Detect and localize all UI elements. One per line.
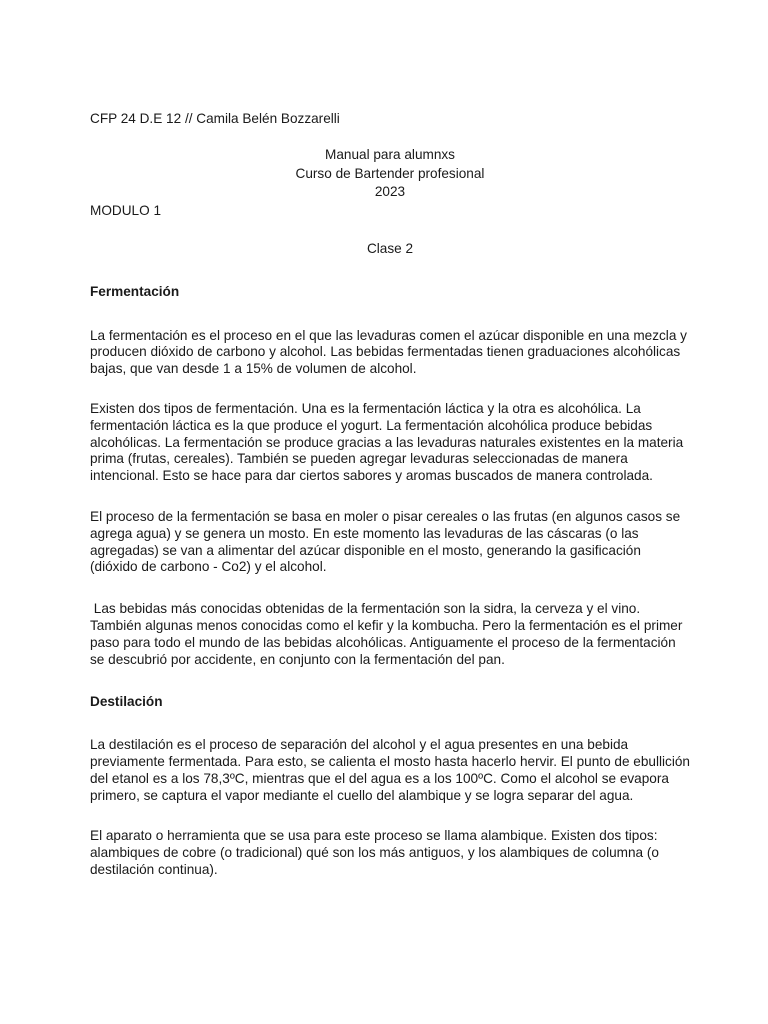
paragraph: La fermentación es el proceso en el que las levaduras comen el azúcar disponible en una mezcla y producen dióxido de carbono y alcohol. Las bebidas fermentadas tienen graduaciones alcohólicas bajas, que van desde 1 a 15% de volumen de alcohol. xyxy=(90,327,687,377)
document-body xyxy=(90,111,690,902)
paragraph: Existen dos tipos de fermentación. Una es la fermentación láctica y la otra es alcohólica. La fermentación láctica es la que produce el yogurt. La fermentación alcohólica produce bebidas alcohólicas. La fermentación se produce gracias a las levaduras naturales existentes en la materia prima (frutas, cereales). También se pueden agregar levaduras seleccionadas de manera intencional. Esto se hace para dar ciertos sabores y aromas buscados de manera controlada. xyxy=(90,400,684,484)
paragraph: El aparato o herramienta que se usa para este proceso se llama alambique. Existen dos tipos: alambiques de cobre (o tradicional) qué son los más antiguos, y los alambiques de columna (o destilación continua). xyxy=(90,828,659,877)
author-line: CFP 24 D.E 12 // Camila Belén Bozzarelli xyxy=(90,111,340,126)
clase-label: Clase 2 xyxy=(366,240,414,256)
year-label: 2023 xyxy=(374,184,406,200)
module-label: MODULO 1 xyxy=(90,203,162,219)
paragraph: Las bebidas más conocidas obtenidas de la fermentación son la sidra, la cerveza y el vino. También algunas menos conocidas como el kefir y la kombucha. Pero la fermentación es el primer paso para todo el mundo de las bebidas alcohólicas. Antiguamente el proceso de la fermentación se descubrió por accidente, en conjunto con la fermentación del pan. xyxy=(90,601,687,667)
section-fermentacion xyxy=(90,284,690,669)
paragraph: La destilación es el proceso de separación del alcohol y el agua presentes en una bebida previamente fermentada. Para esto, se calienta el mosto hasta hacerlo hervir. El punto de ebullición del etanol es a los 78,3ºC, mientras que el del agua es a los 100ºC. Como el alcohol se evapora primero, se captura el vapor mediante el cuello del alambique y se logra separar del agua. xyxy=(90,737,690,803)
section-heading: Destilación xyxy=(90,694,163,710)
section-destilacion xyxy=(90,694,690,878)
section-heading: Fermentación xyxy=(90,283,180,299)
paragraph: El proceso de la fermentación se basa en moler o pisar cereales o las frutas (en algunos casos se agrega agua) y se genera un mosto. En este momento las levaduras de las cáscaras (o las agregadas) se van a alimentar del azúcar disponible en el mosto, generando la gasificación (dióxido de carbono - Co2) y el alcohol. xyxy=(90,508,681,575)
course-title: Curso de Bartender profesional xyxy=(295,165,485,181)
title-block xyxy=(90,147,690,201)
manual-title: Manual para alumnxs xyxy=(325,146,455,162)
